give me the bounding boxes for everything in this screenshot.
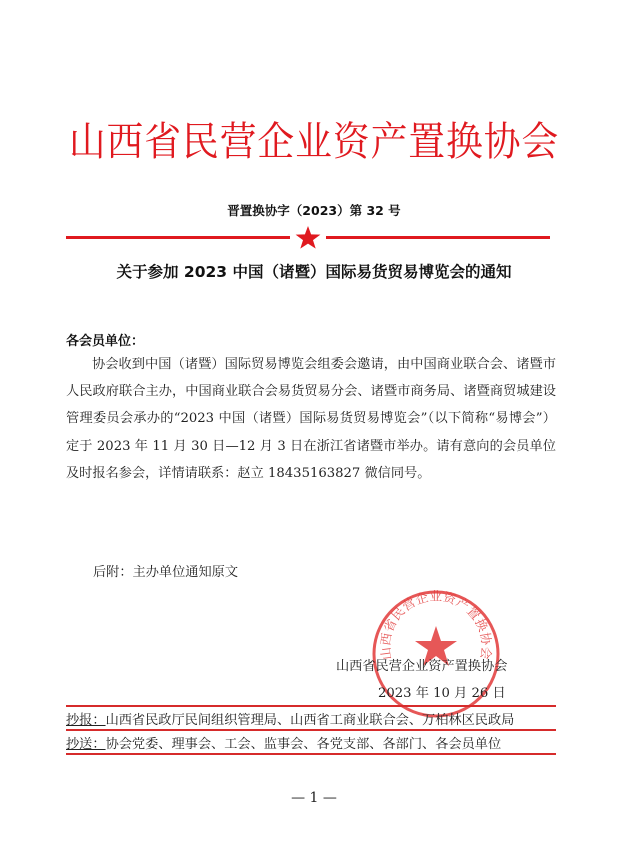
salutation: 各会员单位： — [66, 334, 145, 349]
red-star-divider — [66, 226, 550, 250]
distribution-middle-line — [66, 729, 556, 731]
report-to-label: 抄报： — [66, 713, 106, 728]
signature-date: 2023 年 10 月 26 日 — [378, 686, 506, 701]
divider-line-right — [326, 236, 550, 239]
copy-to-label: 抄送： — [66, 737, 106, 752]
organization-title: 山西省民营企业资产置换协会 — [68, 119, 560, 165]
star-icon — [296, 226, 321, 249]
body-paragraph: 协会收到中国（诸暨）国际贸易博览会组委会邀请，由中国商业联合会、诸暨市人民政府联合主办，中国商业联合会易货贸易分会、诸暨市商务局、诸暨商贸城建设管理委员会承办的“2023 中国（诸暨）国际易货贸易博览会”（以下简称“易博会”）定于 2023 年 11 月 30 日—12 月 3 日在浙江省诸暨市举办。请有意向的会员单位及时报名参会，详情请联系：赵立 18435163827 微信同号。 — [66, 357, 556, 481]
seal-text: 山西省民营企业资产置换协会 — [377, 588, 495, 661]
copy-to-row — [66, 733, 556, 752]
report-to-row — [66, 709, 556, 728]
document-number: 晋置换协字（2023）第 32 号 — [227, 203, 401, 218]
report-to-list: 山西省民政厅民间组织管理局、山西省工商业联合会、万柏林区民政局 — [105, 713, 515, 728]
distribution-top-line — [66, 705, 556, 707]
divider-line-left — [66, 236, 290, 239]
copy-to-list: 协会党委、理事会、工会、监事会、各党支部、各部门、各会员单位 — [105, 737, 502, 752]
distribution-bottom-line — [66, 753, 556, 755]
notice-title: 关于参加 2023 中国（诸暨）国际易货贸易博览会的通知 — [116, 263, 512, 281]
signature-organization: 山西省民营企业资产置换协会 — [336, 659, 508, 674]
page-number: — 1 — — [291, 790, 337, 806]
attachment-note: 后附：主办单位通知原文 — [93, 565, 239, 580]
